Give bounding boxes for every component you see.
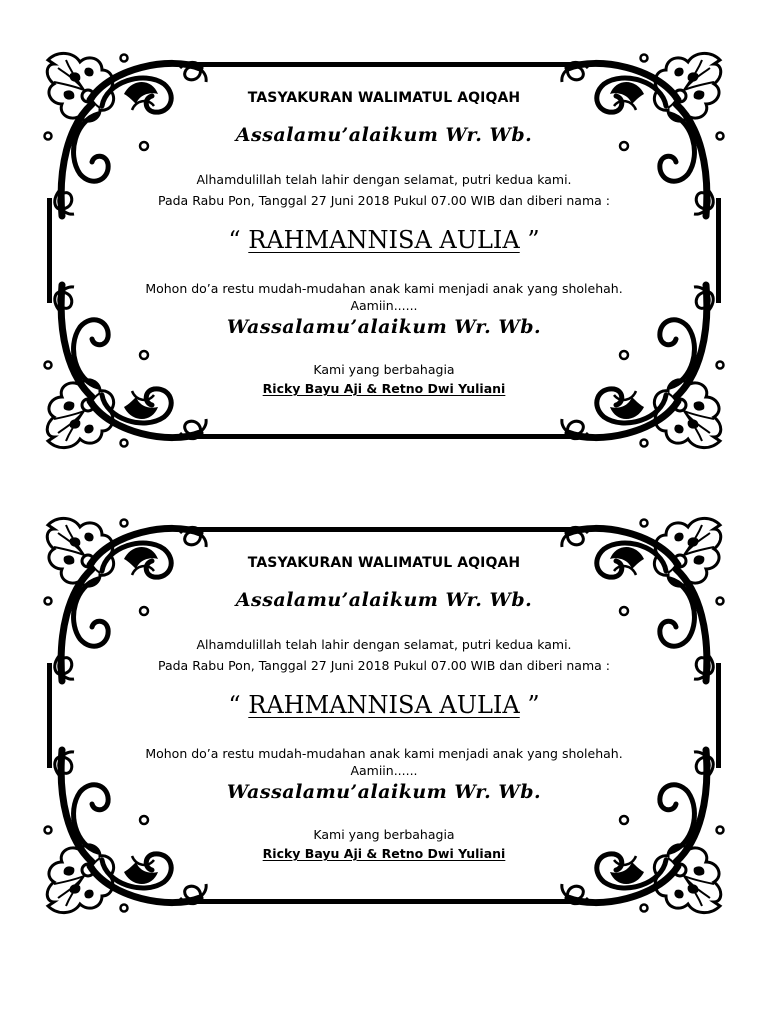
signoff-text: Kami yang berbahagia <box>313 362 455 377</box>
child-name-line <box>140 691 628 719</box>
quote-close: ” <box>527 226 540 254</box>
invitation-title: TASYAKURAN WALIMATUL AQIQAH <box>247 555 521 571</box>
greeting-text: Assalamu’alaikum Wr. Wb. <box>235 124 533 146</box>
quote-close: ” <box>527 691 540 719</box>
child-name-line <box>140 226 628 254</box>
birth-date-line: Pada Rabu Pon, Tanggal 27 Juni 2018 Pukul 07.00 WIB dan diberi nama : <box>157 193 610 208</box>
birth-announcement: Alhamdulillah telah lahir dengan selamat, putri kedua kami. <box>196 172 572 187</box>
prayer-request: Mohon do’a restu mudah-mudahan anak kami menjadi anak yang sholehah. <box>145 746 623 761</box>
birth-announcement: Alhamdulillah telah lahir dengan selamat, putri kedua kami. <box>196 637 572 652</box>
child-name: RAHMANNISA AULIA <box>248 691 520 719</box>
prayer-request: Mohon do’a restu mudah-mudahan anak kami menjadi anak yang sholehah. <box>145 281 623 296</box>
parents-names: Ricky Bayu Aji & Retno Dwi Yuliani <box>262 381 506 396</box>
invitation-card-1 <box>40 48 728 453</box>
signoff-text: Kami yang berbahagia <box>313 827 455 842</box>
closing-greeting: Wassalamu’alaikum Wr. Wb. <box>226 316 542 338</box>
amin-text: Aamiin...... <box>350 298 418 313</box>
quote-open: “ <box>228 691 241 719</box>
invitation-card-2 <box>40 513 728 918</box>
amin-text: Aamiin...... <box>350 763 418 778</box>
greeting-text: Assalamu’alaikum Wr. Wb. <box>235 589 533 611</box>
child-name: RAHMANNISA AULIA <box>248 226 520 254</box>
parents-names: Ricky Bayu Aji & Retno Dwi Yuliani <box>262 846 506 861</box>
closing-greeting: Wassalamu’alaikum Wr. Wb. <box>226 781 542 803</box>
invitation-title: TASYAKURAN WALIMATUL AQIQAH <box>247 90 521 106</box>
quote-open: “ <box>228 226 241 254</box>
parents-names-line <box>140 381 628 396</box>
parents-names-line <box>140 846 628 861</box>
birth-date-line: Pada Rabu Pon, Tanggal 27 Juni 2018 Pukul 07.00 WIB dan diberi nama : <box>157 658 610 673</box>
